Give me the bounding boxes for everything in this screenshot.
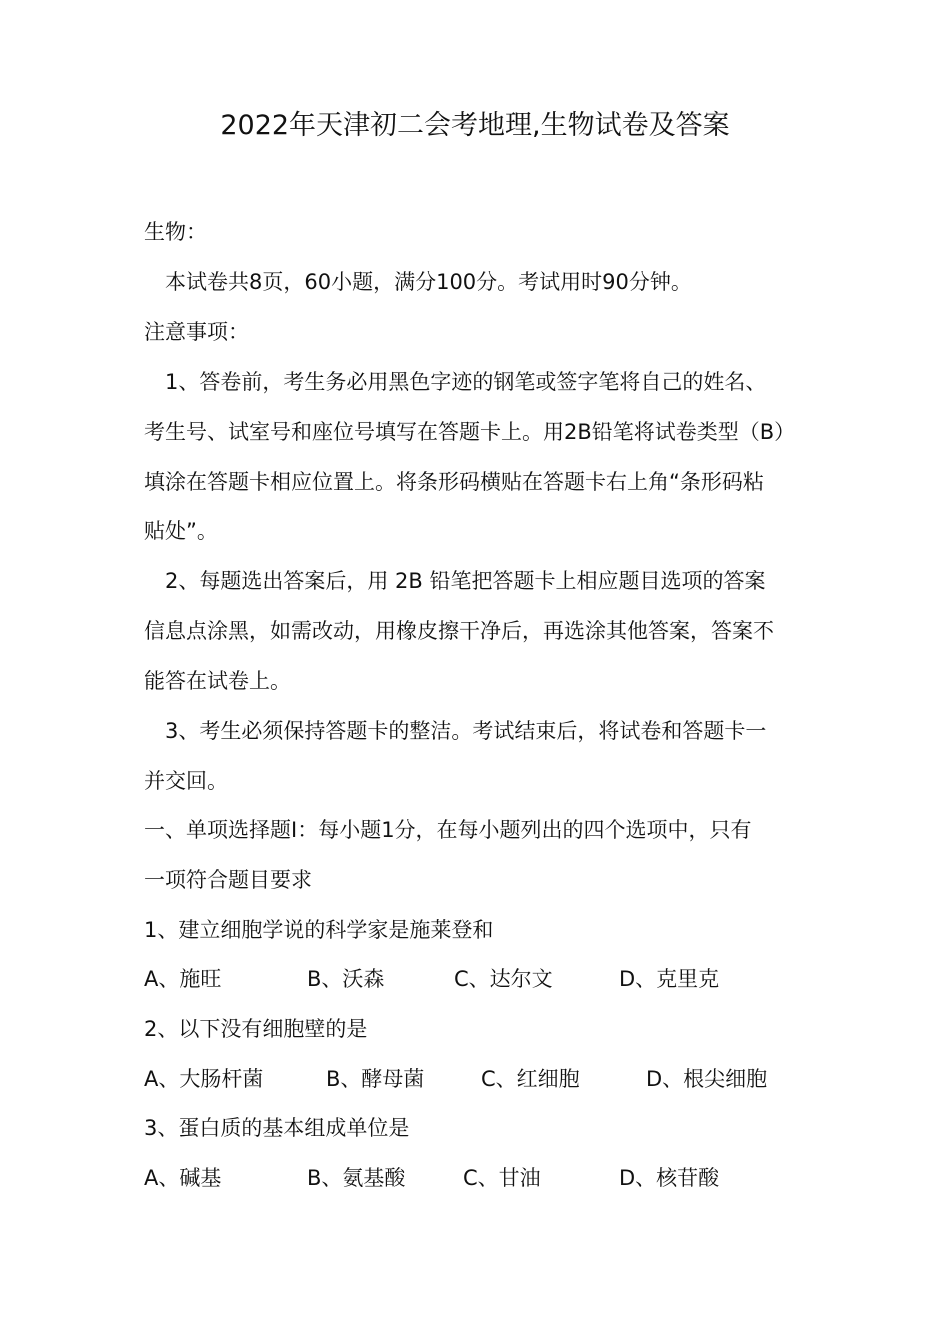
notice-line: 1、答卷前，考生务必用黑色字迹的钢笔或签字笔将自己的姓名、	[165, 370, 767, 394]
document-title: 2022年天津初二会考地理,生物试卷及答案	[220, 110, 730, 141]
notice-line: 信息点涂黑，如需改动，用橡皮擦干净后，再选涂其他答案，答案不	[144, 619, 774, 643]
question-option: C、达尔文	[454, 967, 553, 991]
notice-line: 贴处”。	[144, 519, 218, 543]
question-option: D、核苷酸	[619, 1166, 720, 1190]
part-heading: 一项符合题目要求	[144, 868, 312, 892]
question-stem: 3、蛋白质的基本组成单位是	[144, 1116, 410, 1140]
notice-line: 填涂在答题卡相应位置上。将条形码横贴在答题卡右上角“条形码粘	[144, 470, 764, 494]
notice-line: 能答在试卷上。	[144, 669, 291, 693]
notice-line: 并交回。	[144, 769, 228, 793]
question-option: B、氨基酸	[307, 1166, 406, 1190]
question-option: C、甘油	[463, 1166, 541, 1190]
question-option: B、酵母菌	[326, 1067, 425, 1091]
part-heading: 一、单项选择题Ⅰ：每小题1分，在每小题列出的四个选项中，只有	[144, 818, 752, 842]
notice-line: 3、考生必须保持答题卡的整洁。考试结束后，将试卷和答题卡一	[165, 719, 767, 743]
section-label: 生物：	[144, 220, 207, 244]
exam-info: 本试卷共8页，60小题，满分100分。考试用时90分钟。	[165, 270, 692, 294]
notice-line: 考生号、试室号和座位号填写在答题卡上。用2B铅笔将试卷类型（B）	[144, 420, 796, 444]
question-option: B、沃森	[307, 967, 385, 991]
notice-heading: 注意事项：	[144, 320, 249, 344]
notice-line: 2、每题选出答案后，用 2B 铅笔把答题卡上相应题目选项的答案	[165, 569, 766, 593]
question-option: A、碱基	[144, 1166, 222, 1190]
question-stem: 2、以下没有细胞壁的是	[144, 1017, 368, 1041]
question-option: A、施旺	[144, 967, 222, 991]
question-option: D、根尖细胞	[646, 1067, 768, 1091]
question-option: D、克里克	[619, 967, 720, 991]
question-stem: 1、建立细胞学说的科学家是施莱登和	[144, 918, 494, 942]
question-option: A、大肠杆菌	[144, 1067, 264, 1091]
question-option: C、红细胞	[481, 1067, 580, 1091]
